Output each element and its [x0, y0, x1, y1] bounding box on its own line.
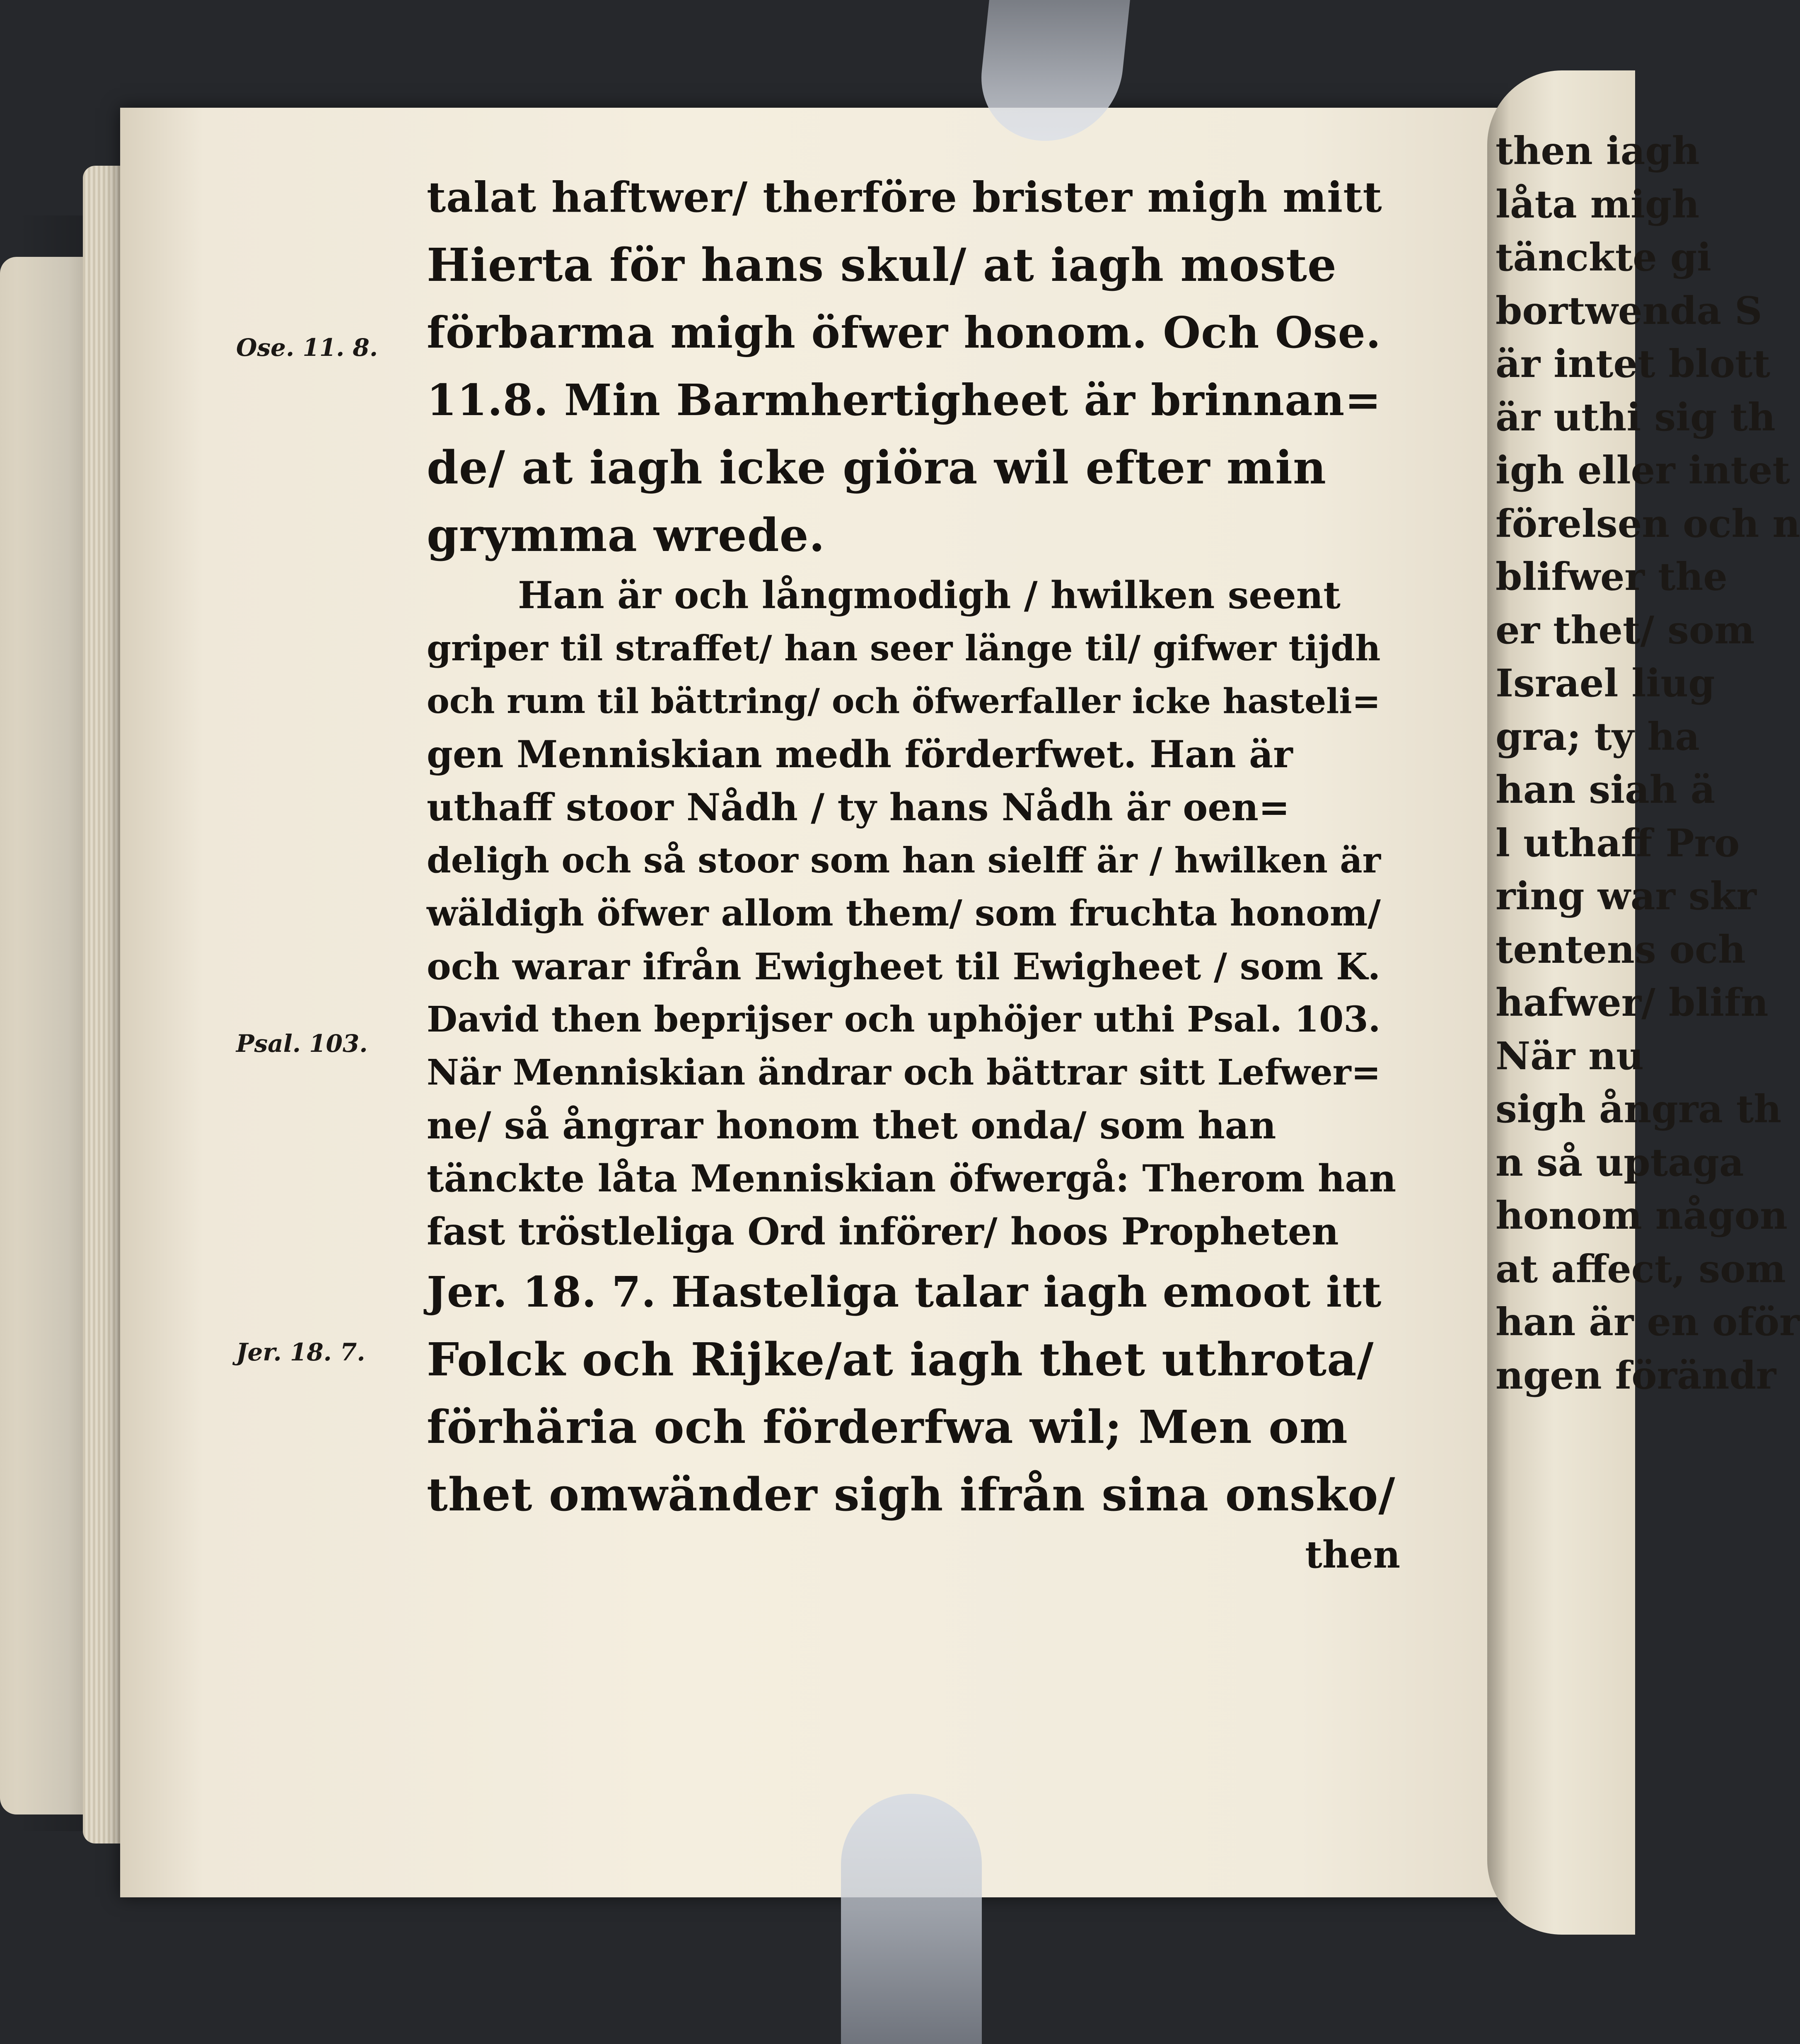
- facing-text-line: bortwenda S: [1496, 288, 1762, 333]
- facing-text-line: n så uptaga: [1496, 1140, 1744, 1185]
- text-line: David then beprijser och uphöjer uthi Psal. 103.: [427, 999, 1381, 1040]
- text-line: thet omwänder sigh ifrån sina onsko/: [427, 1468, 1396, 1521]
- margin-note-jer: Jer. 18. 7.: [236, 1338, 365, 1366]
- text-line: gen Menniskian medh förderfwet. Han är: [427, 732, 1293, 776]
- facing-text-line: han är en oför: [1496, 1300, 1800, 1344]
- text-line: talat haftwer/ therföre brister migh mitt: [427, 173, 1382, 222]
- text-line: uthaff stoor Nådh / ty hans Nådh är oen=: [427, 785, 1290, 829]
- facing-text-line: hafwer/ blifn: [1496, 980, 1769, 1025]
- text-line: then: [1305, 1533, 1400, 1577]
- page-body-text: [427, 164, 1400, 1581]
- facing-text-line: är uthi sig th: [1496, 394, 1776, 440]
- facing-text-line: är intet blott: [1496, 341, 1771, 386]
- text-line: ne/ så ångrar honom thet onda/ som han: [427, 1104, 1276, 1148]
- text-line: wäldigh öfwer allom them/ som fruchta honom/: [427, 892, 1381, 934]
- facing-text-line: blifwer the: [1496, 554, 1728, 599]
- text-line: och rum til bättring/ och öfwerfaller icke hasteli=: [427, 681, 1381, 721]
- facing-text-line: tentens och: [1496, 927, 1746, 972]
- text-line: Folck och Rijke/at iagh thet uthrota/: [427, 1333, 1374, 1386]
- text-line: Hierta för hans skul/ at iagh moste: [427, 238, 1337, 292]
- text-line: förbarma migh öfwer honom. Och Ose.: [427, 307, 1382, 358]
- facing-text-line: Israel liug: [1496, 661, 1715, 705]
- text-line: förhäria och förderfwa wil; Men om: [427, 1400, 1348, 1454]
- facing-text-line: igh eller intet: [1496, 448, 1790, 493]
- text-line: deligh och så stoor som han sielff är / hwilken är: [427, 840, 1381, 881]
- text-line: de/ at iagh icke giöra wil efter min: [427, 441, 1326, 494]
- facing-text-line: at affect, som: [1496, 1246, 1786, 1291]
- facing-text-line: låta migh: [1496, 181, 1700, 227]
- facing-text-line: er thet/ som: [1496, 607, 1755, 652]
- facing-page-text: [1496, 124, 1800, 1402]
- facing-text-line: ngen förändr: [1496, 1353, 1776, 1398]
- text-line: När Menniskian ändrar och bättrar sitt Lefwer=: [427, 1052, 1381, 1093]
- facing-text-line: han siah ä: [1496, 767, 1715, 812]
- margin-note-psal: Psal. 103.: [236, 1029, 368, 1058]
- text-line: tänckte låta Menniskian öfwergå: Therom han: [427, 1157, 1397, 1201]
- text-line: Jer. 18. 7. Hasteliga talar iagh emoot itt: [427, 1267, 1382, 1317]
- facing-text-line: gra; ty ha: [1496, 714, 1700, 759]
- page-clamp-bottom: [841, 1794, 982, 2044]
- facing-text-line: sigh ångra th: [1496, 1087, 1782, 1131]
- facing-text-line: När nu: [1496, 1033, 1644, 1078]
- facing-text-line: ring war skr: [1496, 874, 1757, 918]
- text-line: Han är och långmodigh / hwilken seent: [518, 573, 1341, 617]
- text-line: och warar ifrån Ewigheet til Ewigheet / som K.: [427, 945, 1381, 988]
- facing-text-line: tänckte gi: [1496, 235, 1712, 280]
- text-line: griper til straffet/ han seer länge til/ gifwer tijdh: [427, 628, 1381, 669]
- text-line: fast tröstleliga Ord införer/ hoos Propheten: [427, 1210, 1339, 1254]
- text-line: 11.8. Min Barmhertigheet är brinnan=: [427, 374, 1382, 425]
- margin-note-ose: Ose. 11. 8.: [236, 333, 378, 362]
- facing-text-line: honom någon: [1496, 1193, 1788, 1238]
- facing-text-line: förelsen och n: [1496, 501, 1800, 546]
- text-line: grymma wrede.: [427, 508, 825, 562]
- facing-text-line: then iagh: [1496, 128, 1700, 173]
- facing-text-line: l uthaff Pro: [1496, 820, 1740, 865]
